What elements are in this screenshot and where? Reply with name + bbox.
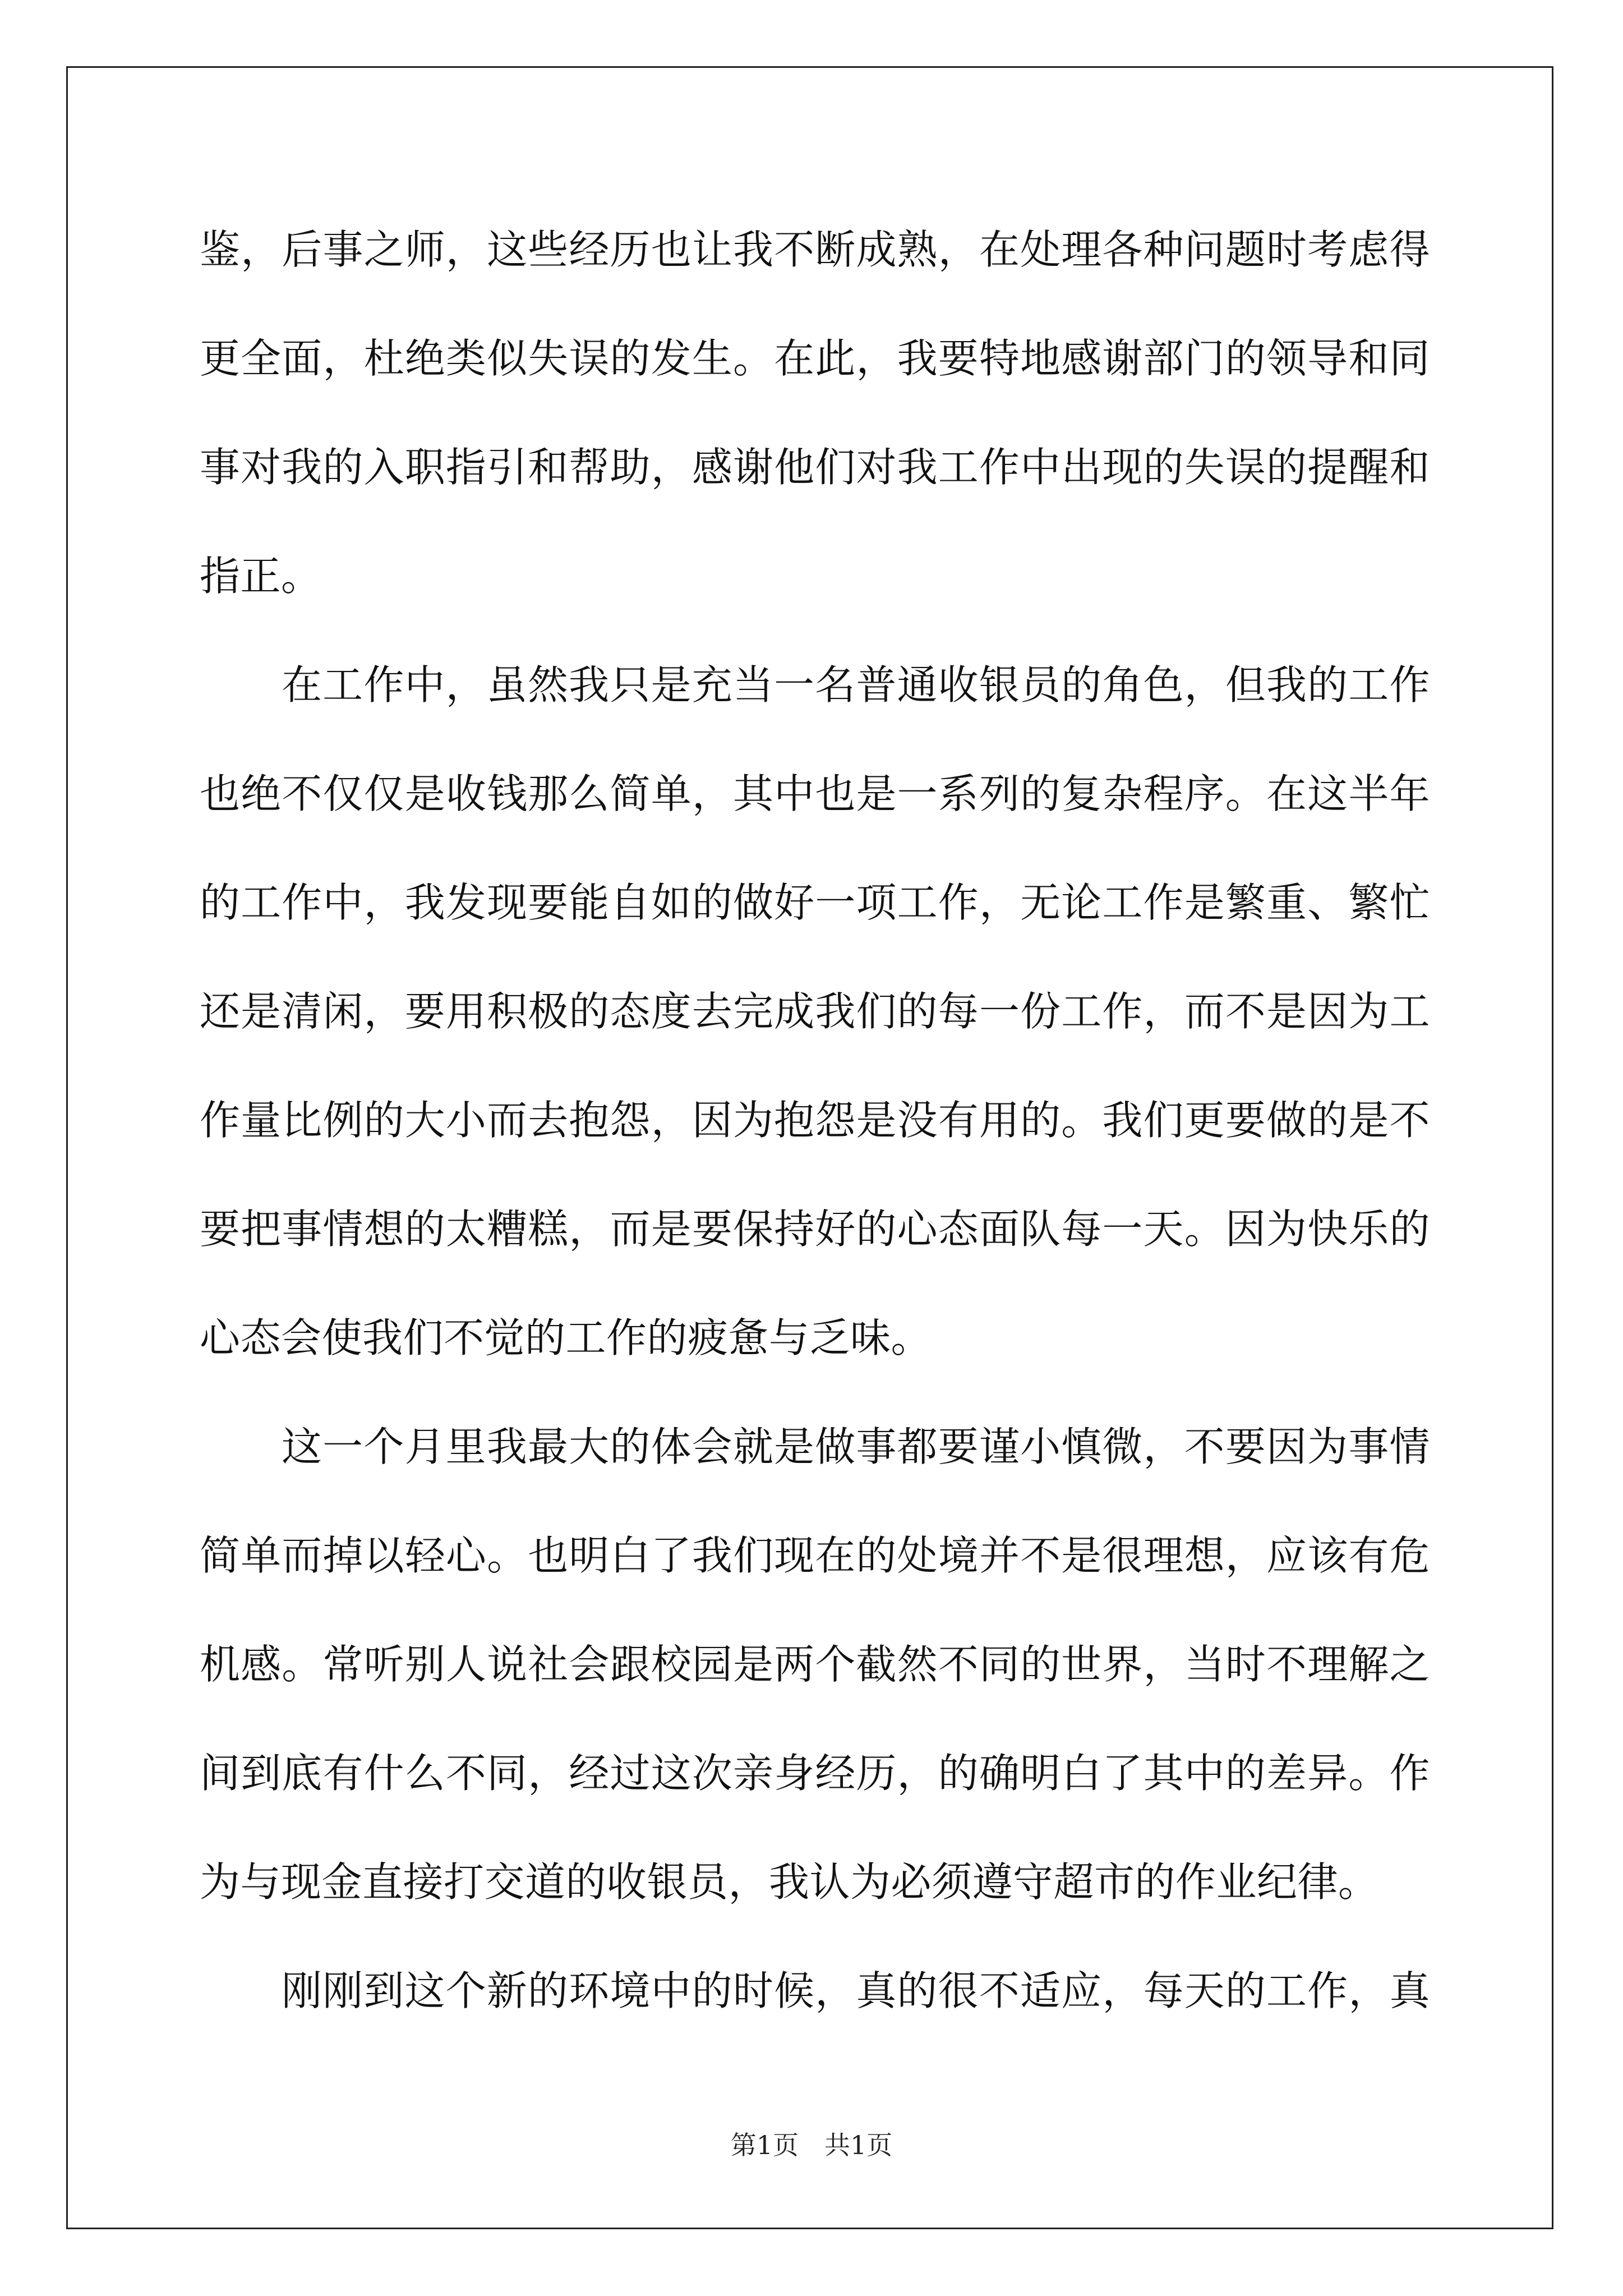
text-line: 要把事情想的太糟糕，而是要保持好的心态面队每一天。因为快乐的 — [200, 1205, 1430, 1253]
document-body — [200, 208, 1430, 2058]
text-line: 鉴，后事之师，这些经历也让我不断成熟，在处理各种问题时考虑得 — [200, 226, 1430, 273]
text-line: 指正。 — [200, 553, 322, 600]
text-line: 心态会使我们不觉的工作的疲惫与乏味。 — [200, 1314, 932, 1361]
text-line: 机感。常听别人说社会跟校园是两个截然不同的世界，当时不理解之 — [200, 1641, 1430, 1688]
text-line: 间到底有什么不同，经过这次亲身经历，的确明白了其中的差异。作 — [200, 1750, 1430, 1797]
paragraph-first-line: 这一个月里我最大的体会就是做事都要谨小慎微，不要因为事情 — [282, 1423, 1430, 1470]
text-line: 还是清闲，要用积极的态度去完成我们的每一份工作，而不是因为工 — [200, 988, 1430, 1035]
text-line: 为与现金直接打交道的收银员，我认为必须遵守超市的作业纪律。 — [200, 1858, 1379, 1906]
text-line: 简单而掉以轻心。也明白了我们现在的处境并不是很理想，应该有危 — [200, 1532, 1430, 1579]
text-line: 更全面，杜绝类似失误的发生。在此，我要特地感谢部门的领导和同 — [200, 335, 1430, 382]
text-line: 作量比例的大小而去抱怨，因为抱怨是没有用的。我们更要做的是不 — [200, 1097, 1430, 1144]
page-number-footer: 第1页 共1页 — [730, 2130, 893, 2160]
paragraph-first-line: 刚刚到这个新的环境中的时候，真的很不适应，每天的工作，真 — [282, 1967, 1430, 2014]
paragraph-first-line: 在工作中，虽然我只是充当一名普通收银员的角色，但我的工作 — [282, 661, 1430, 708]
text-line: 也绝不仅仅是收钱那么简单，其中也是一系列的复杂程序。在这半年 — [200, 770, 1430, 817]
text-line: 事对我的入职指引和帮助，感谢他们对我工作中出现的失误的提醒和 — [200, 444, 1430, 491]
text-line: 的工作中，我发现要能自如的做好一项工作，无论工作是繁重、繁忙 — [200, 879, 1430, 926]
